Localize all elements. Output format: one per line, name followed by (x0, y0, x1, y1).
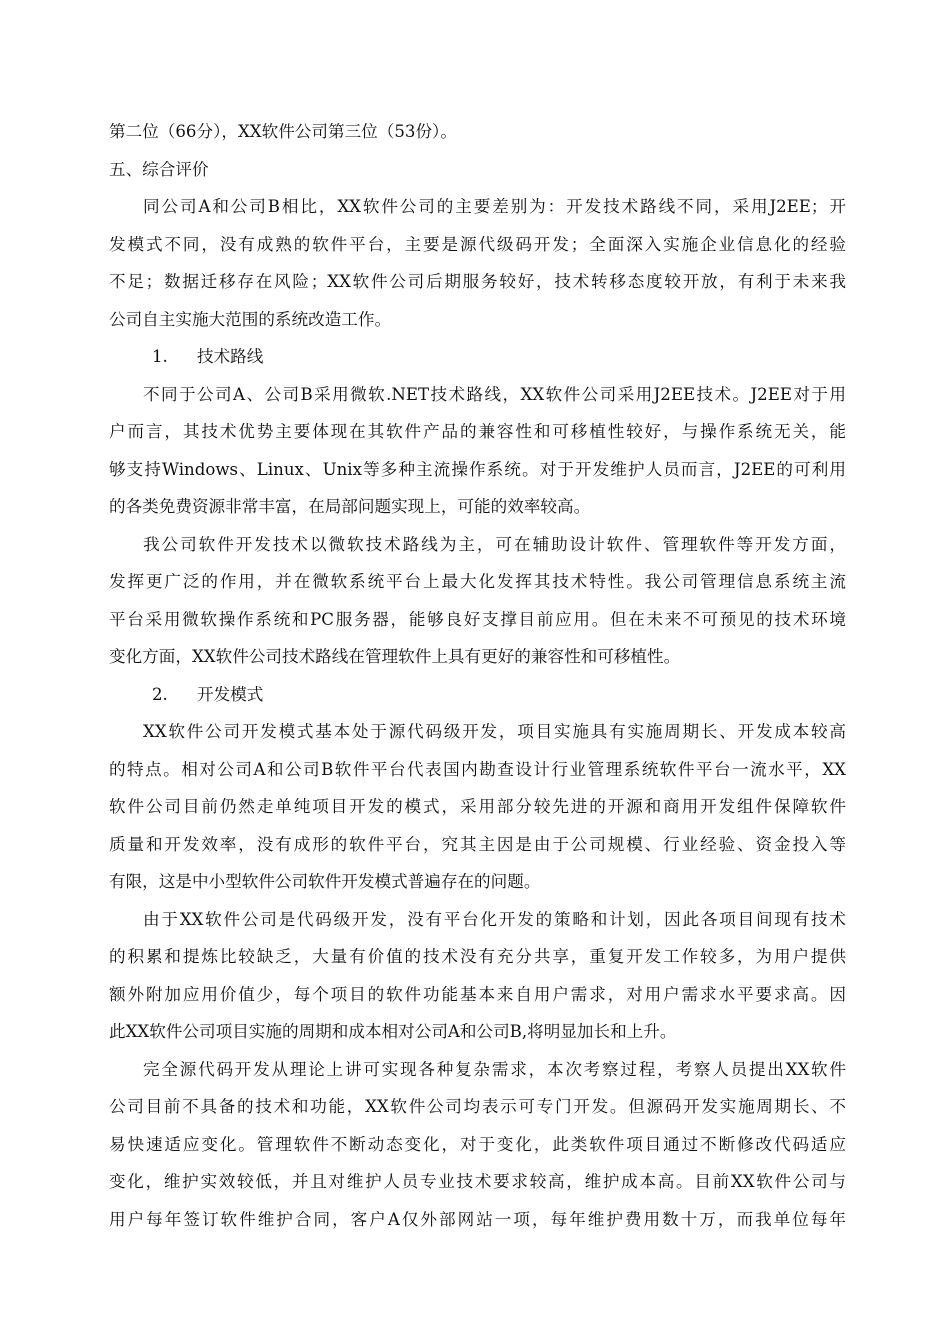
text-line: 公司目前不具备的技术和功能，XX软件公司均表示可专门开发。但源码开发实施周期长、不 (109, 1097, 846, 1116)
text-line: 质量和开发效率，没有成形的软件平台，究其主因是由于公司规模、行业经验、资金投入等 (109, 834, 846, 854)
text-line: 发模式不同，没有成熟的软件平台，主要是源代级码开发；全面深入实施企业信息化的经验 (109, 234, 846, 254)
text-line: 第二位（66分），XX软件公司第三位（53份）。 (109, 122, 457, 141)
text-line: 完全源代码开发从理论上讲可实现各种复杂需求，本次考察过程，考察人员提出XX软件 (143, 1059, 846, 1079)
text-line: 变化，维护实效较低，并且对维护人员专业技术要求较高，维护成本高。目前XX软件公司与 (109, 1172, 846, 1191)
text-line: 额外附加应用价值少，每个项目的软件功能基本来自用户需求，对用户需求水平要求高。因 (109, 984, 846, 1004)
text-line: 此XX软件公司项目实施的周期和成本相对公司A和公司B,将明显加长和上升。 (109, 1022, 677, 1041)
text-line: 同公司A和公司B相比，XX软件公司的主要差别为：开发技术路线不同，采用J2EE；开 (143, 197, 846, 216)
text-line: 平台采用微软操作系统和PC服务器，能够良好支撑目前应用。但在未来不可预见的技术环境 (109, 609, 846, 629)
text-line: 用户每年签订软件维护合同，客户A仅外部网站一项，每年维护费用数十万，而我单位每年 (109, 1209, 846, 1229)
text-line: 由于XX软件公司是代码级开发，没有平台化开发的策略和计划，因此各项目间现有技术 (143, 909, 846, 929)
text-line: XX软件公司开发模式基本处于源代码级开发，项目实施具有实施周期长、开发成本较高 (143, 722, 846, 741)
text-line: 不同于公司A、公司B采用微软.NET技术路线，XX软件公司采用J2EE技术。J2EE对于用 (143, 384, 846, 404)
text-line: 不足；数据迁移存在风险；XX软件公司后期服务较好，技术转移态度较开放，有利于未来我 (109, 272, 846, 291)
text-line: 户而言，其技术优势主要体现在其软件产品的兼容性和可移植性较好，与操作系统无关，能 (109, 422, 846, 441)
section-heading (109, 338, 846, 376)
section-heading (109, 676, 846, 714)
text-line: 易快速适应变化。管理软件不断动态变化，对于变化，此类软件项目通过不断修改代码适应 (109, 1134, 846, 1154)
text-line: 软件公司目前仍然走单纯项目开发的模式，采用部分较先进的开源和商用开发组件保障软件 (109, 797, 846, 816)
text-line: 我公司软件开发技术以微软技术路线为主，可在辅助设计软件、管理软件等开发方面， (143, 534, 846, 554)
text-line: 够支持Windows、Linux、Unix等多种主流操作系统。对于开发维护人员而言，J2EE的可利用 (109, 459, 846, 479)
text-line: 变化方面，XX软件公司技术路线在管理软件上具有更好的兼容性和可移植性。 (109, 647, 681, 666)
text-line: 的各类免费资源非常丰富，在局部问题实现上，可能的效率较高。 (109, 497, 591, 516)
text-line: 发挥更广泛的作用，并在微软系统平台上最大化发挥其技术特性。我公司管理信息系统主流 (109, 572, 846, 591)
section-title: 技术路线 (197, 347, 264, 366)
document-page (109, 113, 846, 1238)
section-number: 2. (152, 684, 168, 704)
text-line: 的特点。相对公司A和公司B软件平台代表国内勘查设计行业管理系统软件平台一流水平，XX (109, 759, 846, 779)
section-heading: 五、综合评价 (109, 159, 209, 179)
text-line: 的积累和提炼比较缺乏，大量有价值的技术没有充分共享，重复开发工作较多，为用户提供 (109, 947, 846, 966)
section-number: 1. (152, 347, 168, 366)
section-title: 开发模式 (197, 684, 264, 704)
text-line: 公司自主实施大范围的系统改造工作。 (109, 309, 392, 329)
text-line: 有限，这是中小型软件公司软件开发模式普遍存在的问题。 (109, 872, 541, 891)
